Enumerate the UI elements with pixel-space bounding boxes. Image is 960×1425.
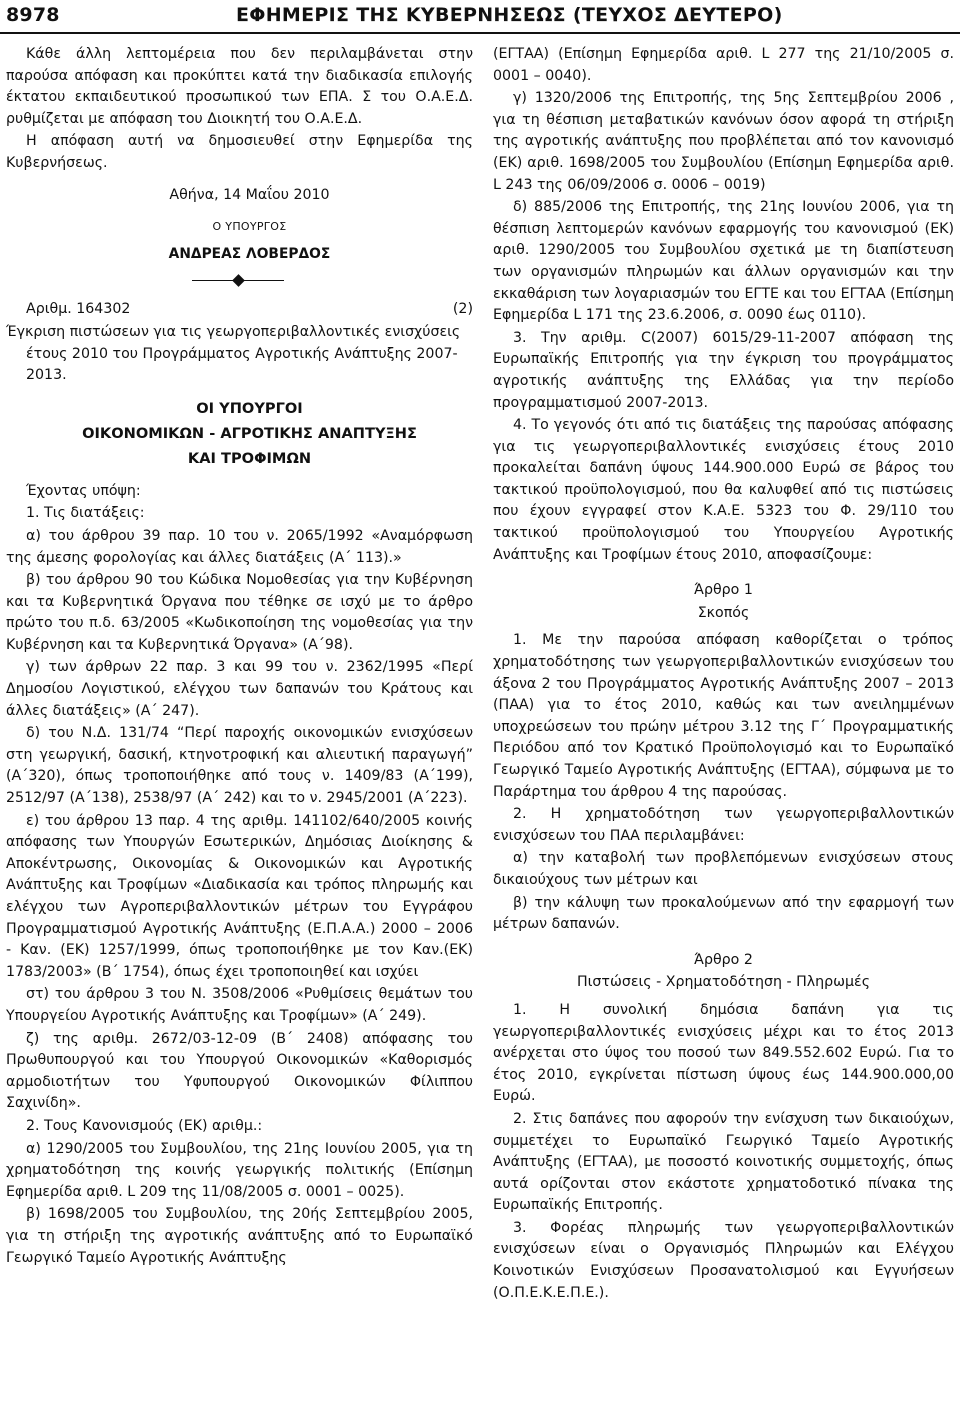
paragraph: 2. Η χρηματοδότηση των γεωργοπεριβαλλοντικών ενισχύσεων του ΠΑΑ περιλαμβάνει: — [493, 806, 954, 844]
paragraph: β) την κάλυψη των προκαλούμενων από την εφαρμογή των μέτρων δαπανών. — [493, 894, 954, 933]
list-item: β) 1698/2005 του Συμβουλίου, της 20ής Σεπτεμβρίου 2005, για τη στήριξη της αγροτικής ανάπτυξης από το Ευρωπαϊκό Γεωργικό Ταμείο Αγροτικής Ανάπτυξης — [6, 1206, 473, 1266]
paragraph: Η απόφαση αυτή να δημοσιευθεί στην Εφημερίδα της Κυβερνήσεως. — [6, 133, 473, 171]
header-rule — [0, 32, 960, 34]
list-item: 1. Τις διατάξεις: — [26, 505, 145, 522]
section-divider — [6, 271, 473, 293]
decision-title: Έγκριση πιστώσεων για τις γεωργοπεριβαλλοντικές ενισχύσεις έτους 2010 του Προγράμματος Αγροτικής Ανάπτυξης 2007-2013. — [6, 323, 461, 384]
paragraph: α) την καταβολή των προβλεπόμενων ενισχύσεων στους δικαιούχους των μέτρων και — [493, 850, 954, 888]
page-header — [0, 0, 960, 34]
paragraph: 3. Φορέας πληρωμής των γεωργοπεριβαλλοντικών ενισχύσεων είναι ο Οργανισμός Πληρωμών και Ελέγχου Κοινοτικών Ενισχύσεων Προσανατολισμού και Εγγυήσεων (Ο.Π.Ε.Κ.Ε.Π.Ε.). — [493, 1219, 954, 1301]
list-item: ε) του άρθρου 13 παρ. 4 της αριθμ. 141102/640/2005 κοινής απόφασης των Υπουργών Εσωτερικών, Δημόσιας Διοίκησης & Αποκέντρωσης, Οικονομίας & Οικονομικών και Αγροτικής Ανάπτυξης και Τροφίμων «Διαδικασία και τρόπος πληρωμής και ελέγχου των Αγροπεριβαλλοντικών μέτρων του Εγγράφου Προγραμματισμού Αγροτικής Ανάπτυξης (Ε.Π.Α.Α.) 2000 – 2006 - Καν. (ΕΚ) 1257/1999, όπως τροποποιήθηκε με τον Καν.(ΕΚ) 1783/2003» (Β΄ 1754), όπως έχει τροποποιηθεί και ισχύει — [6, 812, 473, 980]
decision-ref: (2) — [452, 301, 473, 318]
decision-number: Αριθμ. 164302 — [26, 301, 131, 318]
paragraph: 1. Με την παρούσα απόφαση καθορίζεται ο τρόπος χρηματοδότησης των γεωργοπεριβαλλοντικών ενισχύσεων του άξονα 2 του Προγράμματος Αγροτικής Ανάπτυξης 2007 – 2013 (ΠΑΑ) για το έτος 2010, καθώς και των ανειλημμένων υποχρεώσεων του πρώην μέτρου 3.12 της Γ΄ Προγραμματικής Περιόδου από τον Κρατικό Προϋπολογισμό και το Ευρωπαϊκό Γεωργικό Ταμείο Αγροτικής Ανάπτυξης (ΕΓΤΑΑ), σύμφωνα με το Παράρτημα του άρθρου 4 της παρούσας. — [493, 632, 954, 800]
list-item: δ) 885/2006 της Επιτροπής, της 21ης Ιουνίου 2006, για τη θέσπιση λεπτομερών κανόνων εφαρμογής του κανονισμού (ΕΚ) αριθ. 1290/2005 του Συμβουλίου σχετικά με τη διαπίστευση των οργανισμών πληρωμών και άλλων οργανισμών και την εκκαθάριση των λογαριασμών του ΕΓΤΕ και του ΕΓΤΑΑ (Επίσημη Εφημερίδα L 171 της 23.6.2006, σ. 0090 έως 0110). — [493, 199, 954, 324]
diamond-icon — [232, 274, 245, 287]
article-title: Άρθρο 1 — [694, 582, 753, 599]
paragraph: 2. Στις δαπάνες που αφορούν την ενίσχυση των δικαιούχων, συμμετέχει το Ευρωπαϊκό Γεωργικό Ταμείο Αγροτικής Ανάπτυξης (ΕΓΤΑΑ), με ποσοστό κοινοτικής συμμετοχής, όπως αυτά ορίζονται στον εκάστοτε χρηματοδοτικό πίνακα της Ευρωπαϊκής Επιτροπής. — [493, 1110, 954, 1214]
left-column — [6, 44, 473, 1270]
article-subtitle: Σκοπός — [697, 604, 750, 621]
paragraph: Κάθε άλλη λεπτομέρεια που δεν περιλαμβάνεται στην παρούσα απόφαση και προκύπτει κατά την διαδικασία επιλογής έκτατου εκπαιδευτικού προσωπικού των ΕΠΑ. Σ του Ο.Α.Ε.Δ. ρυθμίζεται με απόφαση του Διοικητή του Ο.Α.Ε.Δ. — [6, 46, 473, 127]
considering: Έχοντας υπόψη: — [26, 482, 141, 499]
minister-title: Ο ΥΠΟΥΡΓΟΣ — [212, 220, 287, 234]
minister-name: ΑΝΔΡΕΑΣ ΛΟΒΕΡΔΟΣ — [168, 245, 331, 262]
list-item: ζ) της αριθμ. 2672/03-12-09 (Β΄ 2408) απόφασης του Πρωθυπουργού και του Υπουργού Οικονομικών «Καθορισμός αρμοδιοτήτων του Υφυπουργού Οικονομικών Φίλιππου Σαχινίδη». — [6, 1030, 473, 1112]
list-item: γ) 1320/2006 της Επιτροπής, της 5ης Σεπτεμβρίου 2006 , για τη θέσπιση μεταβατικών κανόνων όσον αφορά τη στήριξη της αγροτικής ανάπτυξης που προβλέπεται από τον κανονισμό (ΕΚ) αριθ. 1698/2005 του Συμβουλίου (Επίσημη Εφημερίδα αριθ. L 243 της 06/09/2006 σ. 0006 – 0019) — [493, 90, 954, 193]
list-item: 2. Τους Κανονισμούς (ΕΚ) αριθμ.: — [26, 1117, 263, 1134]
list-item: α) 1290/2005 του Συμβουλίου, της 21ης Ιουνίου 2005, για τη χρηματοδότηση της κοινής γεωργικής πολιτικής (Επίσημη Εφημερίδα αριθ. L 209 της 11/08/2005 σ. 0001 – 0025). — [6, 1140, 473, 1200]
publication-title: ΕΦΗΜΕΡΙΣ ΤΗΣ ΚΥΒΕΡΝΗΣΕΩΣ (ΤΕΥΧΟΣ ΔΕΥΤΕΡΟ) — [236, 4, 783, 26]
article-subtitle: Πιστώσεις - Χρηματοδότηση - Πληρωμές — [576, 974, 871, 991]
list-item: γ) των άρθρων 22 παρ. 3 και 99 του ν. 2362/1995 «Περί Δημοσίου Λογιστικού, ελέγχου των δαπανών του Κράτους και άλλες διατάξεις» (Α΄ 247). — [6, 659, 473, 719]
paragraph: (ΕΓΤΑΑ) (Επίσημη Εφημερίδα αριθ. L 277 της 21/10/2005 σ. 0001 – 0040). — [493, 46, 954, 84]
list-item: 3. Την αριθμ. C(2007) 6015/29-11-2007 απόφαση της Ευρωπαϊκής Επιτροπής για την έγκριση του προγράμματος αγροτικής ανάπτυξης της Ελλάδας για την περίοδο προγραμματισμού 2007-2013. — [493, 329, 954, 411]
ministers-heading: ΟΙ ΥΠΟΥΡΓΟΙ — [196, 399, 303, 417]
list-item: 4. Το γεγονός ότι από τις διατάξεις της παρούσας απόφασης για τις γεωργοπεριβαλλοντικές ενισχύσεις έτους 2010 προκαλείται δαπάνη ύψους 144.900.000 Ευρώ σε βάρος του τακτικού προϋπολογισμού, που θα καλυφθεί από τις πιστώσεις που έχουν εγγραφεί στον Κ.Α.Ε. 5323 του Φ. 29/110 του τακτικού προϋπολογισμού του Υπουργείου Αγροτικής Ανάπτυξης και Τροφίμων έτους 2010, αποφασίζουμε: — [493, 417, 954, 563]
list-item: στ) του άρθρου 3 του Ν. 3508/2006 «Ρυθμίσεις θεμάτων του Υπουργείου Αγροτικής Ανάπτυξης και Τροφίμων» (Α΄ 249). — [6, 986, 473, 1024]
right-column — [493, 44, 954, 1305]
ministers-heading: ΟΙΚΟΝΟΜΙΚΩΝ - ΑΓΡΟΤΙΚΗΣ ΑΝΑΠΤΥΞΗΣ — [82, 424, 417, 442]
article-title: Άρθρο 2 — [694, 951, 753, 968]
list-item: δ) του Ν.Δ. 131/74 “Περί παροχής οικονομικών ενισχύσεων στη γεωργική, δασική, κτηνοτροφική και αλιευτική παραγωγή” (Α΄320), όπως τροποποιήθηκε από τους ν. 1409/83 (Α΄199), 2512/97 (Α΄138), 2538/97 (Α΄ 242) και το ν. 2945/2001 (Α΄223). — [6, 725, 473, 807]
ministers-heading: ΚΑΙ ΤΡΟΦΙΜΩΝ — [187, 449, 312, 467]
list-item: β) του άρθρου 90 του Κώδικα Νομοθεσίας για την Κυβέρνηση και τα Κυβερνητικά Όργανα που τέθηκε σε ισχύ με το άρθρο πρώτο του π.δ. 63/2005 «Κωδικοποίηση της νομοθεσίας για την Κυβέρνηση και τα Κυβερνητικά Όργανα» (Α΄98). — [6, 572, 473, 653]
place-date: Αθήνα, 14 Μαΐου 2010 — [169, 186, 330, 203]
page-number: 8978 — [6, 4, 60, 26]
paragraph: 1. Η συνολική δημόσια δαπάνη για τις γεωργοπεριβαλλοντικές ενισχύσεις μέχρι και το έτος 2013 ανέρχεται στο ύψος του ποσού των 849.552.602 Ευρώ. Για το έτος 2010, εγκρίνεται πίστωση ύψους έως 144.900.000,00 Ευρώ. — [493, 1001, 954, 1105]
list-item: α) του άρθρου 39 παρ. 10 του ν. 2065/1992 «Αναμόρφωση της άμεσης φορολογίας και άλλες διατάξεις (Α΄ 113).» — [6, 527, 473, 566]
decision-number-row — [6, 299, 473, 321]
